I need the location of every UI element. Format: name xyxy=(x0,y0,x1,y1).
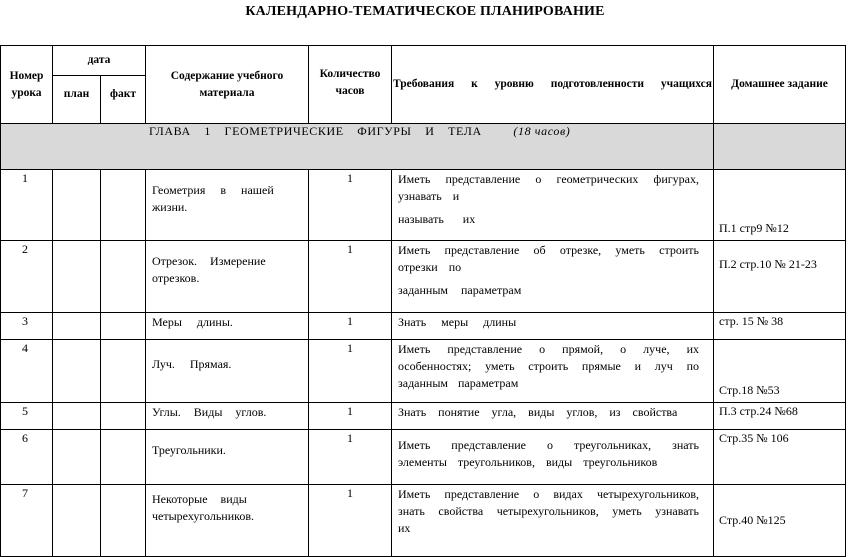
lesson-content: Углы. Виды углов. xyxy=(146,403,309,430)
header-content: Содержание учебного материала xyxy=(146,46,309,124)
lesson-content: Меры длины. xyxy=(146,313,309,340)
lesson-content: Отрезок. Измерение отрезков. xyxy=(146,241,309,313)
lesson-requirements xyxy=(392,241,714,313)
fact-cell xyxy=(101,485,146,557)
header-plan: план xyxy=(53,76,101,124)
lesson-homework: Стр.18 №53 xyxy=(714,340,846,403)
lesson-number: 1 xyxy=(1,170,53,241)
lesson-requirements: Знать понятие угла, виды углов, из свойства xyxy=(392,403,714,430)
lesson-hours: 1 xyxy=(309,403,392,430)
header-requirements: Требования к уровню подготовленности учащихся xyxy=(392,46,714,124)
header-lesson-number: Номер урока xyxy=(1,46,53,124)
lesson-hours: 1 xyxy=(309,241,392,313)
fact-cell xyxy=(101,403,146,430)
table-row xyxy=(1,430,846,485)
lesson-hours: 1 xyxy=(309,340,392,403)
requirements-text-b: называть их xyxy=(398,212,476,226)
plan-cell xyxy=(53,313,101,340)
table-row xyxy=(1,241,846,313)
fact-cell xyxy=(101,170,146,241)
requirements-text-a: Иметь представление об отрезке, уметь строить отрезки по xyxy=(398,243,699,274)
fact-cell xyxy=(101,430,146,485)
chapter-homework-cell xyxy=(714,124,846,170)
requirements-text-b: заданным параметрам xyxy=(398,283,522,297)
table-row xyxy=(1,340,846,403)
plan-cell xyxy=(53,241,101,313)
lesson-hours: 1 xyxy=(309,170,392,241)
requirements-text-a: Иметь представление о геометрических фигурах, узнавать и xyxy=(398,172,699,203)
lesson-requirements: Иметь представление о треугольниках, знать элементы треугольников, виды треугольников xyxy=(392,430,714,485)
table-row xyxy=(1,485,846,557)
table-row xyxy=(1,403,846,430)
plan-cell xyxy=(53,485,101,557)
header-fact: факт xyxy=(101,76,146,124)
table-row xyxy=(1,170,846,241)
lesson-content: Некоторые виды четырехугольников. xyxy=(146,485,309,557)
plan-cell xyxy=(53,403,101,430)
lesson-number: 7 xyxy=(1,485,53,557)
table-row xyxy=(1,313,846,340)
lesson-requirements xyxy=(392,170,714,241)
lesson-number: 6 xyxy=(1,430,53,485)
lesson-content: Луч. Прямая. xyxy=(146,340,309,403)
lesson-homework: Стр.40 №125 xyxy=(714,485,846,557)
chapter-title-cell xyxy=(1,124,714,170)
fact-cell xyxy=(101,241,146,313)
lesson-homework: П.3 стр.24 №68 xyxy=(714,403,846,430)
header-homework: Домашнее задание xyxy=(714,46,846,124)
lesson-requirements: Знать меры длины xyxy=(392,313,714,340)
chapter-title: ГЛАВА 1 ГЕОМЕТРИЧЕСКИЕ ФИГУРЫ И ТЕЛА xyxy=(149,124,482,138)
plan-cell xyxy=(53,430,101,485)
lesson-number: 5 xyxy=(1,403,53,430)
plan-cell xyxy=(53,340,101,403)
lesson-homework: П.1 стр9 №12 xyxy=(714,170,846,241)
chapter-hours: (18 часов) xyxy=(513,124,571,138)
lesson-requirements: Иметь представление о прямой, о луче, их особенностях; уметь строить прямые и луч по заданным параметрам xyxy=(392,340,714,403)
chapter-row xyxy=(1,124,846,170)
page-title: КАЛЕНДАРНО-ТЕМАТИЧЕСКОЕ ПЛАНИРОВАНИЕ xyxy=(245,4,605,19)
lesson-requirements: Иметь представление о видах четырехугольников, знать свойства четырехугольников, уметь узнавать их xyxy=(392,485,714,557)
lesson-number: 2 xyxy=(1,241,53,313)
lesson-number: 3 xyxy=(1,313,53,340)
lesson-hours: 1 xyxy=(309,430,392,485)
header-hours: Количество часов xyxy=(309,46,392,124)
fact-cell xyxy=(101,313,146,340)
header-row-1 xyxy=(1,46,846,76)
lesson-hours: 1 xyxy=(309,485,392,557)
header-date: дата xyxy=(53,46,146,76)
lesson-homework: П.2 стр.10 № 21-23 xyxy=(714,241,846,313)
lesson-homework: стр. 15 № 38 xyxy=(714,313,846,340)
plan-cell xyxy=(53,170,101,241)
lesson-content: Треугольники. xyxy=(146,430,309,485)
lesson-hours: 1 xyxy=(309,313,392,340)
lesson-number: 4 xyxy=(1,340,53,403)
planning-table xyxy=(0,45,846,557)
fact-cell xyxy=(101,340,146,403)
lesson-homework: Стр.35 № 106 xyxy=(714,430,846,485)
lesson-content: Геометрия в нашей жизни. xyxy=(146,170,309,241)
